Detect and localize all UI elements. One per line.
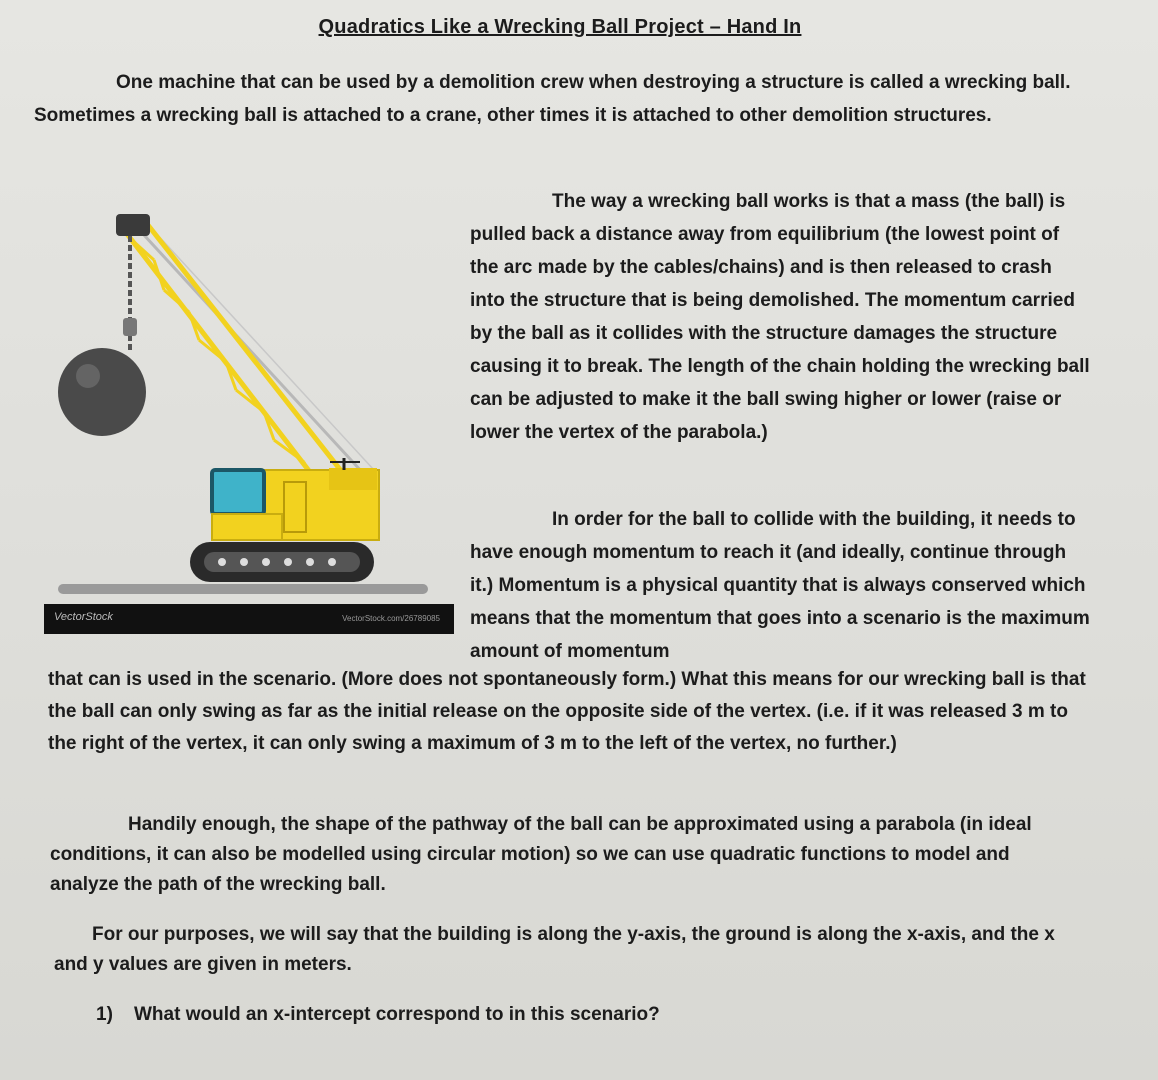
question-1-number: 1) [96, 1004, 113, 1025]
counterweight [329, 468, 377, 490]
momentum-paragraph-end: that can is used in the scenario. (More does not spontaneously form.) What this means for our wrecking ball is that the ball can only swing as far as the initial release on the opposite side of the vertex. (i.e. if it was released 3 m to the right of the vertex, it can only swing a maximum of 3 m to the left of the vertex, no further.) [48, 669, 1086, 754]
stock-watermark-bar [44, 604, 454, 634]
watermark-right-text: VectorStock.com/26789085 [342, 614, 440, 623]
question-1 [96, 998, 996, 1031]
question-1-text: What would an x-intercept correspond to in this scenario? [134, 1004, 660, 1025]
watermark-left-text: VectorStock [54, 611, 113, 623]
document-title: Quadratics Like a Wrecking Ball Project – Hand In [318, 16, 802, 38]
parabola-paragraph: Handily enough, the shape of the pathway of the ball can be approximated using a parabola (in ideal conditions, it can also be modelled using circular motion) so we can use quadratic functions to model and analyze the path of the wrecking ball. [50, 814, 1032, 895]
boom-head [116, 214, 150, 236]
boom-support-cable [132, 222, 374, 485]
ground-strip [58, 584, 428, 594]
wrecking-ball [58, 348, 146, 436]
intro-paragraph: One machine that can be used by a demolition crew when destroying a structure is called a wrecking ball. Sometimes a wrecking ball is attached to a crane, other times it is attached to other demolition structures. [34, 72, 1071, 126]
lattice-boom [124, 220, 364, 506]
crane-illustration [44, 200, 454, 636]
operator-cab [212, 470, 264, 514]
hook-block [123, 318, 137, 336]
mechanism-paragraph: The way a wrecking ball works is that a mass (the ball) is pulled back a distance away from equilibrium (the lowest point of the arc made by the cables/chains) and is then released to crash into the structure that is being demolished. The momentum carried by the ball as it collides with the structure damages the structure causing it to break. The length of the chain holding the wrecking ball can be adjusted to make it the ball swing higher or lower (raise or lower the vertex of the parabola.) [470, 191, 1090, 443]
momentum-paragraph-start: In order for the ball to collide with the building, it needs to have enough momentum to reach it (and ideally, continue through it.) Momentum is a physical quantity that is always conserved which means that the momentum that goes into a scenario is the maximum amount of momentum [470, 509, 1090, 662]
axes-paragraph: For our purposes, we will say that the building is along the y-axis, the ground is along the x-axis, and the x and y values are given in meters. [54, 924, 1055, 975]
pendant-cable [142, 218, 374, 470]
